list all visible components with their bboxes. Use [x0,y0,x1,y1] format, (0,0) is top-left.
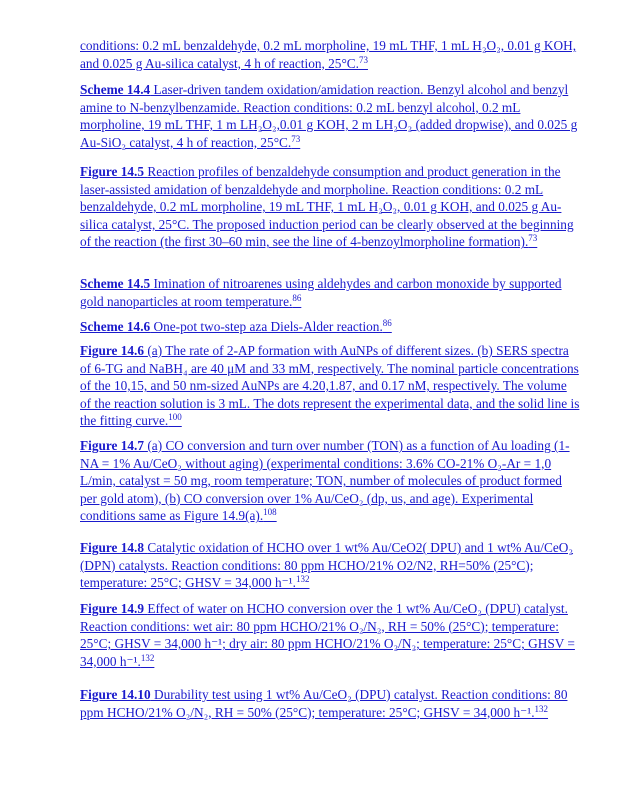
reference-number[interactable]: 100 [168,412,182,423]
caption-label: Figure 14.5 [80,164,145,179]
reference-number[interactable]: 73 [291,133,301,144]
caption-text: Imination of nitroarenes using aldehydes and carbon monoxide by supported gold nanoparticles at room temperature. [80,276,562,309]
caption-text: (a) The rate of 2-AP formation with AuNPs of different sizes. (b) SERS spectra of 6-TG and NaBH₄ are 40 μM and 33 mM, respectively. The nominal particle concentrations of the 10,15, and 50 nm-sized AuNPs are 4.20,1.87, and 0.17 nM, respectively. The volume of the reaction solution is 3 mL. The dots represent the experimental data, and the solid line is the fitting curve. [80,343,580,429]
caption-label: Figure 14.7 [80,438,145,453]
reference-number[interactable]: 86 [292,292,302,303]
caption-label: Figure 14.6 [80,343,145,358]
reference-number[interactable]: 86 [382,318,392,328]
caption-label: Figure 14.10 [80,687,151,702]
reference-number[interactable]: 132 [534,703,549,714]
caption-text: Catalytic oxidation of HCHO over 1 wt% Au/CeO2( DPU) and 1 wt% Au/CeO₂ (DPN) catalysts. Reaction conditions: 80 ppm HCHO/21% O2/N2, RH=50% (25°C); temperature: 25°C; GHSV = 34,000 h⁻¹. [80,540,574,591]
caption-text: (a) CO conversion and turn over number (TON) as a function of Au loading (1-NA = 1% Au/CeO₂ without aging) (experimental conditions: 3.6% CO-21% O₂-Ar = 1,0 L/min, catalyst = 50 mg, room temperature; TON, number of molecules of product formed per gold atom), (b) CO conversion over 1% Au/CeO₂ (dp, us, and age). Experimental conditions same as Figure 14.9(a). [80,438,570,524]
caption-continuation[interactable] [80,37,580,72]
reference-number[interactable]: 132 [140,652,155,663]
caption-figure-14-9[interactable] [80,600,580,670]
caption-text: Laser-driven tandem oxidation/amidation reaction. Benzyl alcohol and benzyl amine to N-benzylbenzamide. Reaction conditions: 0.2 mL benzyl alcohol, 0.2 mL morpholine, 19 mL THF, 1 m LH₂O₂,0.01 g KOH, 2 m LH₂O₂ (added dropwise), and 0.025 g Au-SiO₂ catalyst, 4 h of reaction, 25°C. [80,82,578,150]
caption-label: Scheme 14.6 [80,319,151,334]
caption-figure-14-10[interactable] [80,686,580,721]
caption-scheme-14-4[interactable] [80,81,580,151]
caption-label: Scheme 14.4 [80,82,151,97]
caption-label: Figure 14.8 [80,540,145,555]
reference-number[interactable]: 73 [528,233,538,244]
caption-figure-14-8[interactable] [80,539,580,592]
caption-scheme-14-6[interactable] [80,318,580,336]
caption-scheme-14-5[interactable] [80,275,580,310]
caption-figure-14-6[interactable] [80,342,580,430]
caption-text: One-pot two-step aza Diels-Alder reaction. [153,319,383,334]
caption-figure-14-5[interactable] [80,163,580,251]
caption-label: Scheme 14.5 [80,276,151,291]
caption-text: Reaction profiles of benzaldehyde consumption and product generation in the laser-assisted amidation of benzaldehyde and morpholine. Reaction conditions: 0.2 mL benzaldehyde, 0.2 mL morpholine, 19 mL THF, 1 mL H₂O₂, 0.01 g KOH, and 0.025 g Au-silica catalyst, 25°C. The proposed induction period can be clearly observed at the beginning of the reaction (the first 30–60 min, see the line of 4-benzoylmorpholine formation). [80,164,574,250]
caption-text: conditions: 0.2 mL benzaldehyde, 0.2 mL morpholine, 19 mL THF, 1 mL H₂O₂, 0.01 g KOH, and 0.025 g Au-silica catalyst, 4 h of reaction, 25°C. [80,38,577,71]
reference-number[interactable]: 73 [358,54,368,65]
caption-figure-14-7[interactable] [80,437,580,525]
reference-number[interactable]: 108 [263,507,277,518]
caption-text: Effect of water on HCHO conversion over the 1 wt% Au/CeO₂ (DPU) catalyst. Reaction conditions: wet air: 80 ppm HCHO/21% O₂/N₂, RH = 50% (25°C); temperature: 25°C; GHSV = 34,000 h⁻¹; dry air: 80 ppm HCHO/21% O₂/N₂; temperature: 25°C; GHSV = 34,000 h⁻¹. [80,601,575,669]
reference-number[interactable]: 132 [296,574,310,585]
caption-text: Durability test using 1 wt% Au/CeO₂ (DPU) catalyst. Reaction conditions: 80 ppm HCHO/21% O₂/N₂, RH = 50% (25°C); temperature: 25°C; GHSV = 34,000 h⁻¹. [80,687,568,720]
caption-label: Figure 14.9 [80,601,145,616]
